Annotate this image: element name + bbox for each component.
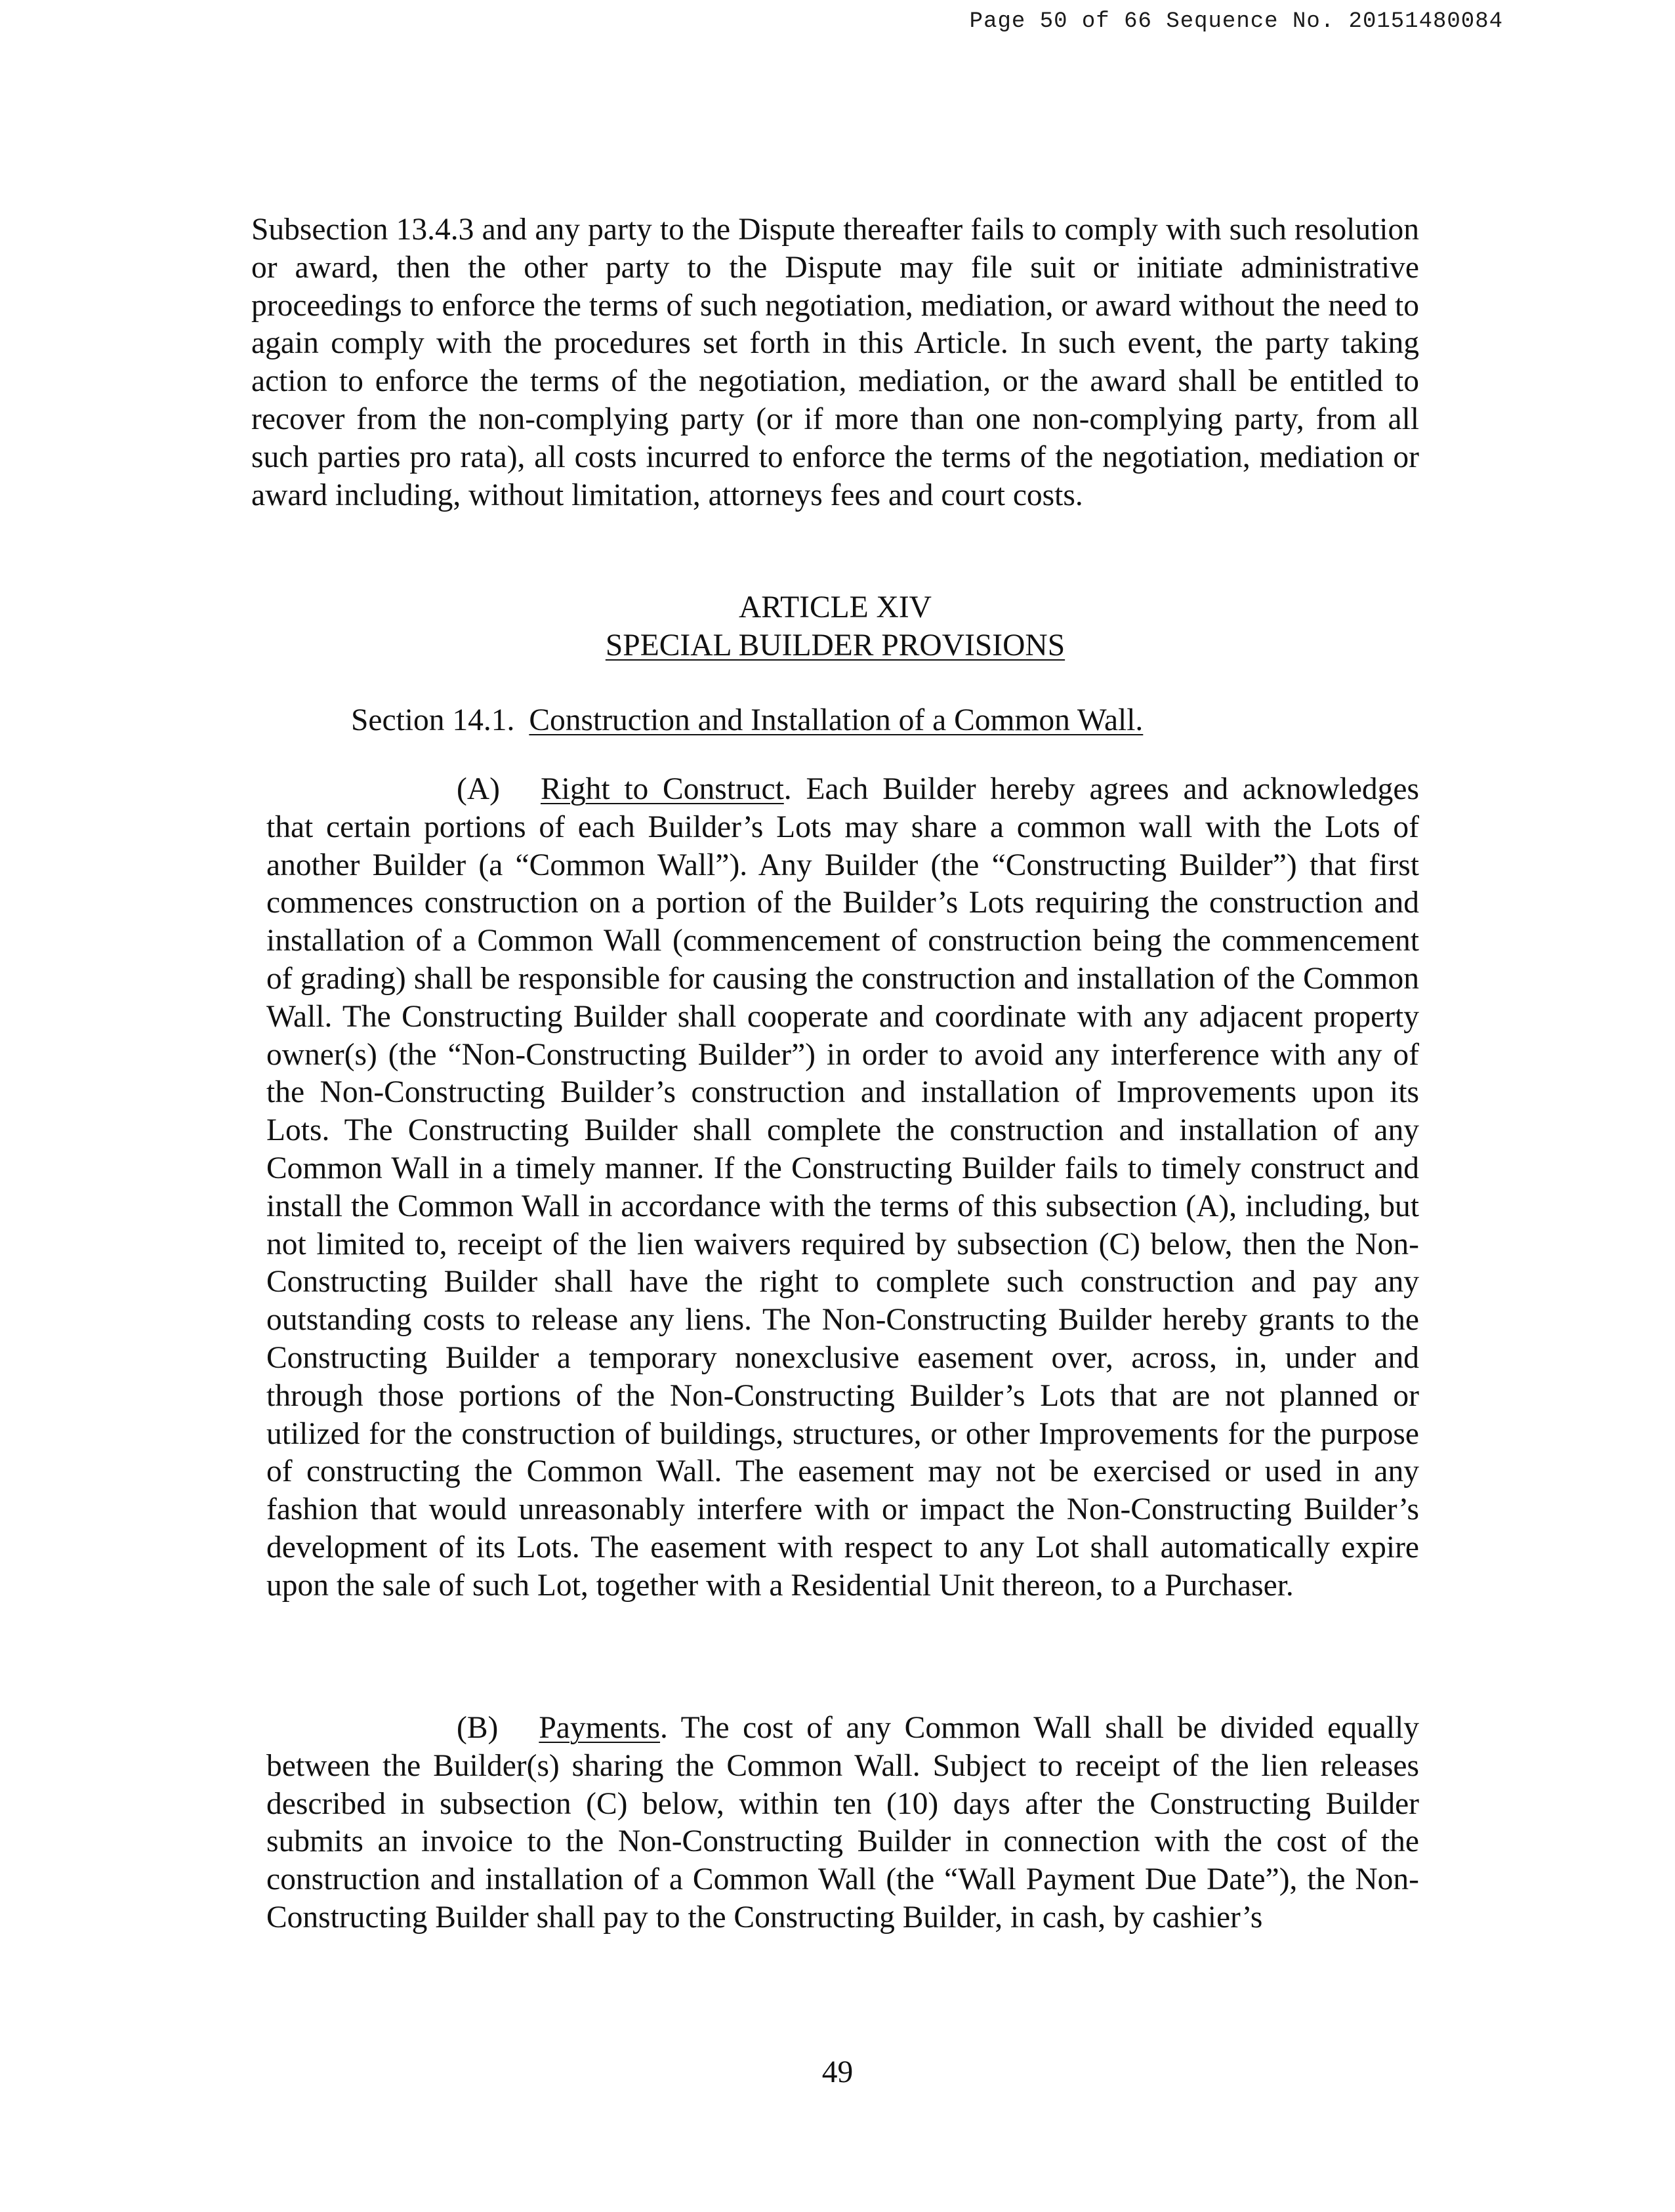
section-title: Construction and Installation of a Common Wall. xyxy=(529,703,1144,737)
subsection-a-paragraph xyxy=(266,771,1419,1605)
subsection-b-label: (B) xyxy=(457,1711,499,1745)
intro-paragraph: Subsection 13.4.3 and any party to the Dispute thereafter fails to comply with such resolution or award, then the other party to the Dispute may file suit or initiate administrative proceedings to enforce the terms of such negotiation, mediation, or award without the need to again comply with the procedures set forth in this Article. In such event, the party taking action to enforce the terms of the negotiation, mediation, or the award shall be entitled to recover from the non-complying party (or if more than one non-complying party, from all such parties pro rata), all costs incurred to enforce the terms of the negotiation, mediation or award including, without limitation, attorneys fees and court costs. xyxy=(251,213,1419,512)
subsection-b-body: . The cost of any Common Wall shall be divided equally between the Builder(s) sharing the Common Wall. Subject to receipt of the lien releases described in subsection (C) below, within ten (10) days after the Constructing Builder submits an invoice to the Non-Constructing Builder in connection with the cost of the construction and installation of a Common Wall (the “Wall Payment Due Date”), the Non-Constructing Builder shall pay to the Constructing Builder, in cash, by cashier’s xyxy=(266,1711,1419,1935)
subsection-a-heading: Right to Construct xyxy=(540,772,784,806)
subsection-a-label: (A) xyxy=(457,772,500,806)
article-heading xyxy=(251,589,1419,665)
subsection-b-heading: Payments xyxy=(539,1711,661,1745)
section-heading xyxy=(351,702,1143,740)
article-number: ARTICLE XIV xyxy=(739,590,932,625)
page-number: 49 xyxy=(821,2055,854,2089)
subsection-a-body: . Each Builder hereby agrees and acknowledges that certain portions of each Builder’s Lots may share a common wall with the Lots of another Builder (a “Common Wall”). Any Builder (the “Constructing Builder”) that first commences construction on a portion of the Builder’s Lots requiring the construction and installation of a Common Wall (commencement of construction being the commencement of grading) shall be responsible for causing the construction and installation of the Common Wall. The Constructing Builder shall cooperate and coordinate with any adjacent property owner(s) (the “Non-Constructing Builder”) in order to avoid any interference with any of the Non-Constructing Builder’s construction and installation of Improvements upon its Lots. The Constructing Builder shall complete the construction and installation of any Common Wall in a timely manner. If the Constructing Builder fails to timely construct and install the Common Wall in accordance with the terms of this subsection (A), including, but not limited to, receipt of the lien waivers required by subsection (C) below, then the Non-Constructing Builder shall have the right to complete such construction and pay any outstanding costs to release any liens. The Non-Constructing Builder hereby grants to the Constructing Builder a temporary nonexclusive easement over, across, in, under and through those portions of the Non-Constructing Builder’s Lots that are not planned or utilized for the construction of buildings, structures, or other Improvements for the purpose of constructing the Common Wall. The easement may not be exercised or used in any fashion that would unreasonably interfere with or impact the Non-Constructing Builder’s development of its Lots. The easement with respect to any Lot shall automatically expire upon the sale of such Lot, together with a Residential Unit thereon, to a Purchaser. xyxy=(266,772,1419,1603)
subsection-b-paragraph xyxy=(266,1710,1419,1937)
sequence-header: Page 50 of 66 Sequence No. 20151480084 xyxy=(969,9,1503,34)
section-number: Section 14.1. xyxy=(351,703,515,737)
article-title: SPECIAL BUILDER PROVISIONS xyxy=(605,628,1065,663)
